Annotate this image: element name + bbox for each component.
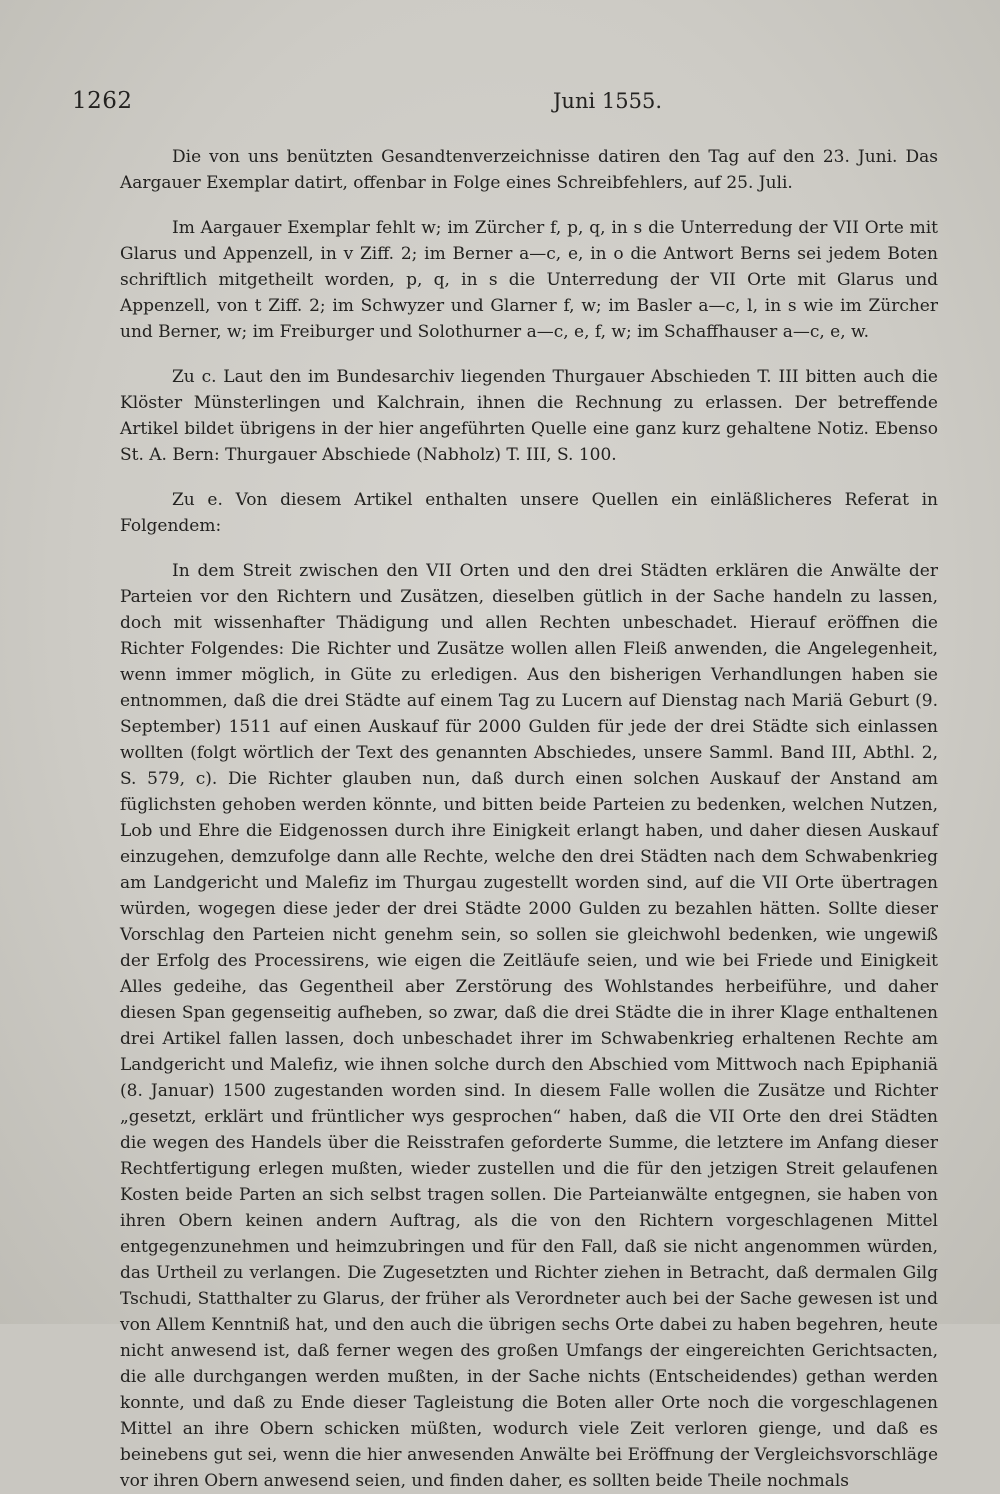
page-number: 1262	[72, 88, 133, 114]
paragraph-note-delegates: Die von uns benützten Gesandtenverzeichnisse datiren den Tag auf den 23. Juni. Das Aargauer Exemplar datirt, offenbar in Folge eines Schreibfehlers, auf 25. Juli.	[120, 147, 938, 193]
paragraph-main-text: In dem Streit zwischen den VII Orten und den drei Städten erklären die Anwälte der Parteien vor den Richtern und Zusätzen, dieselben gütlich in der Sache handeln zu lassen, doch mit wissenhafter Thädigung und allen Rechten unbeschadet. Hierauf eröffnen die Richter Folgendes: Die Richter und Zusätze wollen allen Fleiß anwenden, die Angelegenheit, wenn immer möglich, in Güte zu erledigen. Aus den bisherigen Verhandlungen haben sie entnommen, daß die drei Städte auf einem Tag zu Lucern auf Dienstag nach Mariä Geburt (9. September) 1511 auf einen Auskauf für 2000 Gulden für jede der drei Städte sich einlassen wollten (folgt wörtlich der Text des genannten Abschiedes, unsere Samml. Band III, Abthl. 2, S. 579, c). Die Richter glauben nun, daß durch einen solchen Auskauf der Anstand am füglichsten gehoben werden könnte, und bitten beide Parteien zu bedenken, welchen Nutzen, Lob und Ehre die Eidgenossen durch ihre Einigkeit erlangt haben, und daher diesen Auskauf einzugehen, demzufolge dann alle Rechte, welche den drei Städten nach dem Schwabenkrieg am Landgericht und Malefiz im Thurgau zugestellt worden sind, auf die VII Orte übertragen würden, wogegen diese jeder der drei Städte 2000 Gulden zu bezahlen hätten. Sollte dieser Vorschlag den Parteien nicht genehm sein, so sollen sie gleichwohl bedenken, wie ungewiß der Erfolg des Processirens, wie eigen die Zeitläufe seien, und wie bei Friede und Einigkeit Alles gedeihe, das Gegentheil aber Zerstörung des Wohlstandes herbeiführe, und daher diesen Span gegenseitig aufheben, so zwar, daß die drei Städte die in ihrer Klage enthaltenen drei Artikel fallen lassen, doch unbeschadet ihrer im Schwabenkrieg erhaltenen Rechte am Landgericht und Malefiz, wie ihnen solche durch den Abschied vom Mittwoch nach Epiphaniä (8. Januar) 1500 zugestanden worden sind. In diesem Falle wollen die Zusätze und Richter „gesetzt, erklärt und früntlicher wys gesprochen“ haben, daß die VII Orte den drei Städten die wegen des Handels über die Reisstrafen geforderte Summe, die letztere im Anfang dieser Rechtfertigung erlegen mußten, wieder zustellen und die für den jetzigen Streit gelaufenen Kosten beide Parten an sich selbst tragen sollen. Die Parteianwälte entgegnen, sie haben von ihren Obern keinen andern Auftrag, als die von den Richtern vorgeschlagenen Mittel entgegenzunehmen und heimzubringen und für den Fall, daß sie nicht angenommen würden, das Urtheil zu verlangen. Die Zugesetzten und Richter ziehen in Betracht, daß dermalen Gilg Tschudi, Statthalter zu Glarus, der früher als Verordneter auch bei der Sache gewesen ist und von Allem Kenntniß hat, und den auch die übrigen sechs Orte dabei zu haben begehren, heute nicht anwesend ist, daß ferner wegen des großen Umfangs der eingereichten Gerichtsacten, die alle durchgangen werden mußten, in der Sache nichts (Entscheidendes) gethan werden konnte, und daß zu Ende dieser Tagleistung die Boten aller Orte noch die vorgeschlagenen Mittel an ihre Obern schicken müßten, wodurch viele Zeit verloren gienge, und daß es beinebens gut sei, wenn die hier anwesenden Anwälte bei Eröffnung der Vergleichsvorschläge vor ihren Obern anwesend seien, und finden daher, es sollten beide Theile nochmals	[120, 561, 938, 1491]
running-title: Juni 1555.	[553, 89, 662, 113]
paragraph-note-c: Zu c. Laut den im Bundesarchiv liegenden Thurgauer Abschieden T. III bitten auch die Klöster Münsterlingen und Kalchrain, ihnen die Rechnung zu erlassen. Der betreffende Artikel bildet übrigens in der hier angeführten Quelle eine ganz kurz gehaltene Notiz. Ebenso St. A. Bern: Thurgauer Abschiede (Nabholz) T. III, S. 100.	[120, 367, 938, 465]
paragraph-note-e-intro: Zu e. Von diesem Artikel enthalten unsere Quellen ein einläßlicheres Referat in Folgendem:	[120, 490, 938, 536]
page-header	[72, 88, 892, 114]
paragraph-note-exemplars: Im Aargauer Exemplar fehlt w; im Zürcher f, p, q, in s die Unterredung der VII Orte mit Glarus und Appenzell, in v Ziff. 2; im Berner a—c, e, in o die Antwort Berns sei jedem Boten schriftlich mitgetheilt worden, p, q, in s die Unterredung der VII Orte mit Glarus und Appenzell, von t Ziff. 2; im Schwyzer und Glarner f, w; im Basler a—c, l, in s wie im Zürcher und Berner, w; im Freiburger und Solothurner a—c, e, f, w; im Schaffhauser a—c, e, w.	[120, 218, 938, 342]
